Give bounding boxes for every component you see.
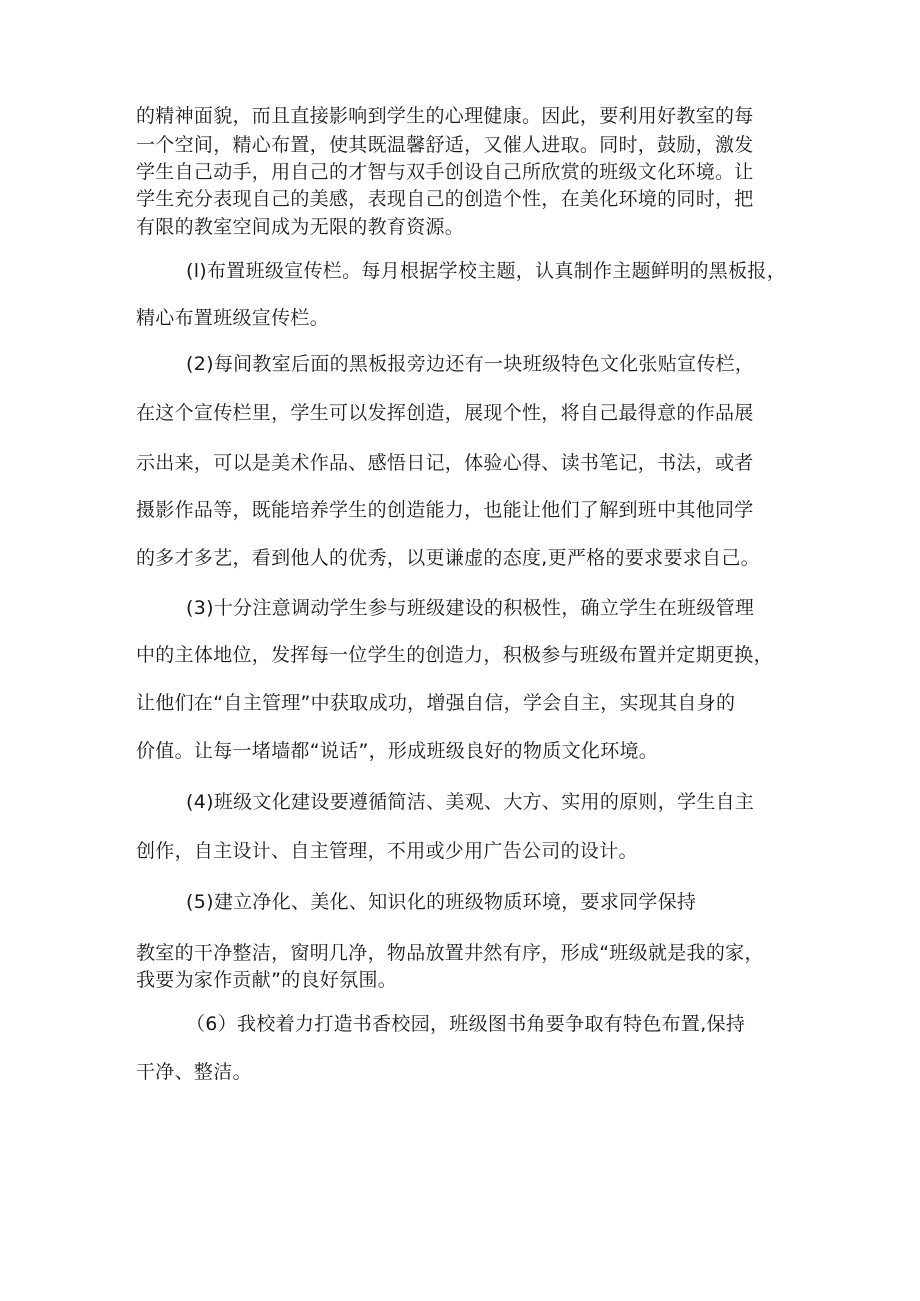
text-line: (5)建立净化、美化、知识化的班级物质环境，要求同学保持 — [186, 891, 697, 913]
text-line: 一个空间，精心布置，使其既温馨舒适，又催人进取。同时，鼓励，激发 — [136, 134, 754, 156]
text-line: 有限的教室空间成为无限的教育资源。 — [136, 216, 465, 238]
text-line: 精心布置班级宣传栏。 — [136, 307, 330, 329]
text-line: 摄影作品等，既能培养学生的创造能力，也能让他们了解到班中其他同学 — [136, 499, 754, 521]
text-line: （6）我校着力打造书香校园，班级图书角要争取有特色布置,保持 — [186, 1013, 746, 1035]
text-line: 我要为家作贡献”的良好氛围。 — [136, 969, 398, 991]
text-line: 创作，自主设计、自主管理，不用或少用广告公司的设计。 — [136, 840, 638, 862]
text-line: 示出来，可以是美术作品、感悟日记，体验心得、读书笔记，书法，或者 — [136, 452, 754, 474]
text-line: (l)布置班级宣传栏。每月根据学校主题，认真制作主题鲜明的黑板报， — [186, 260, 787, 282]
text-line: 在这个宣传栏里，学生可以发挥创造，展现个性，将自己最得意的作品展 — [136, 402, 754, 424]
text-line: 让他们在“自主管理”中获取成功，增强自信，学会自主，实现其自身的 — [136, 692, 736, 714]
text-line: 学生充分表现自己的美感，表现自己的创造个性，在美化环境的同时，把 — [136, 188, 754, 210]
text-line: 学生自己动手，用自己的才智与双手创设自己所欣赏的班级文化环境。让 — [136, 161, 754, 183]
text-line: 价值。让每一堵墙都“说话”，形成班级良好的物质文化环境。 — [136, 740, 659, 762]
text-line: (4)班级文化建设要遵循简洁、美观、大方、实用的原则，学生自主 — [186, 791, 755, 813]
text-line: (2)每间教室后面的黑板报旁边还有一块班级特色文化张贴宣传栏， — [186, 353, 755, 375]
text-line: (3)十分注意调动学生参与班级建设的积极性，确立学生在班级管理 — [186, 597, 755, 619]
text-line: 的精神面貌，而且直接影响到学生的心理健康。因此，要利用好教室的每 — [136, 105, 754, 127]
text-line: 中的主体地位，发挥每一位学生的创造力，积极参与班级布置并定期更换， — [136, 644, 773, 666]
text-line: 的多才多艺，看到他人的优秀，以更谦虚的态度,更严格的要求要求自己。 — [136, 547, 760, 569]
text-line: 教室的干净整洁，窗明几净，物品放置井然有序，形成“班级就是我的家， — [136, 942, 764, 964]
text-line: 干净、整洁。 — [136, 1061, 252, 1083]
